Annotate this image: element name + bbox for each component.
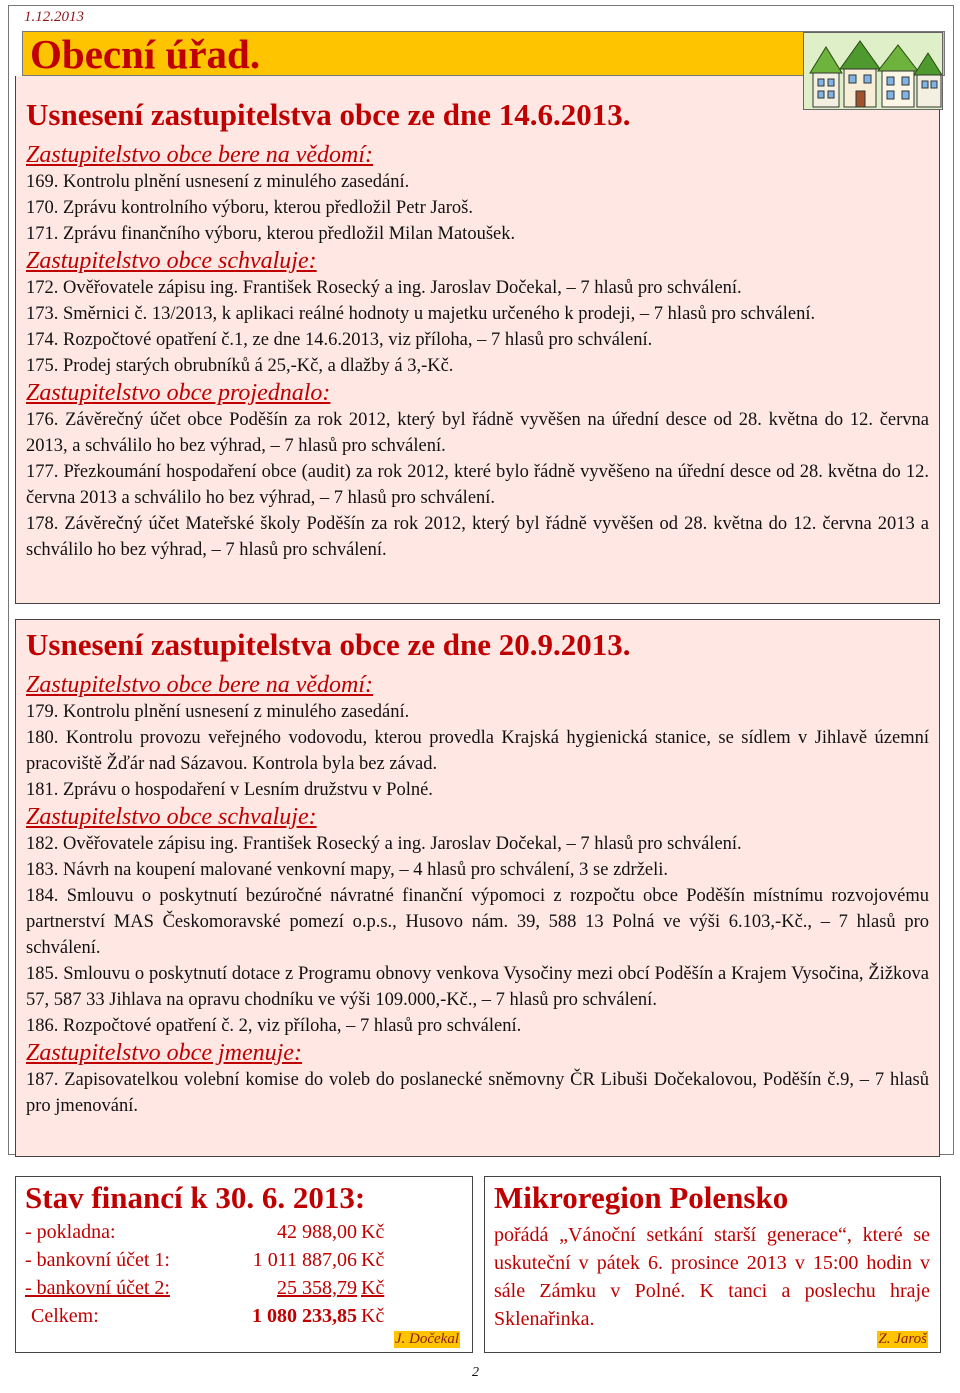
list-item: 182. Ověřovatele zápisu ing. František Rosecký a ing. Jaroslav Dočekal, – 7 hlasů pro schválení. bbox=[26, 834, 742, 854]
finance-row bbox=[25, 1249, 405, 1275]
list-item: 181. Zprávu o hospodaření v Lesním družstvu v Polné. bbox=[26, 780, 433, 800]
finance-label: - bankovní účet 1: bbox=[25, 1249, 170, 1271]
page-title: Obecní úřad. bbox=[30, 31, 261, 77]
finance-row bbox=[25, 1277, 405, 1303]
finance-signature: J. Dočekal bbox=[394, 1331, 459, 1347]
list-item: 178. Závěrečný účet Mateřské školy Poděšín za rok 2012, který byl řádně vyvěšen od 28. května do 12. června 2013 a schválilo ho bez výhrad, – 7 hlasů pro schválení. bbox=[26, 514, 929, 560]
finance-currency: Kč bbox=[361, 1249, 385, 1271]
finance-box bbox=[15, 1176, 473, 1353]
finance-amount: 1 011 887,06 bbox=[252, 1249, 357, 1271]
finance-amount: 42 988,00 bbox=[277, 1221, 357, 1243]
list-item: 185. Smlouvu o poskytnutí dotace z Programu obnovy venkova Vysočiny mezi obcí Poděšín a Krajem Vysočina, Žižkova 57, 587 33 Jihlava na opravu chodníku ve výši 109.000,-Kč., – 7 hlasů pro schválení. bbox=[26, 964, 929, 1010]
section-title: Usnesení zastupitelstva obce ze dne 20.9.2013. bbox=[26, 627, 631, 662]
finance-currency: Kč bbox=[361, 1305, 385, 1327]
section-title: Usnesení zastupitelstva obce ze dne 14.6.2013. bbox=[26, 97, 631, 132]
finance-currency: Kč bbox=[361, 1277, 385, 1299]
resolution-panel-june bbox=[15, 76, 940, 604]
page-number: 2 bbox=[472, 1365, 479, 1380]
list-item: 176. Závěrečný účet obce Poděšín za rok 2012, který byl řádně vyvěšen na úřední desce od 28. května do 12. června 2013, a schválilo ho bez výhrad, – 7 hlasů pro schválení. bbox=[26, 410, 929, 456]
mikroregion-title: Mikroregion Polensko bbox=[494, 1180, 789, 1215]
finance-label: - pokladna: bbox=[25, 1221, 116, 1243]
list-item: 177. Přezkoumání hospodaření obce (audit) za rok 2012, které bylo řádně vyvěšeno na úřední desce od 28. května do 12. června 2013 a schválilo ho bez výhrad, – 7 hlasů pro schválení. bbox=[26, 462, 929, 508]
list-item: 187. Zapisovatelkou volební komise do voleb do poslanecké sněmovny ČR Libuši Dočekalovou, Poděšín č.9, – 7 hlasů pro jmenování. bbox=[26, 1070, 929, 1116]
list-item: 169. Kontrolu plnění usnesení z minulého zasedání. bbox=[26, 172, 410, 192]
list-item: 172. Ověřovatele zápisu ing. František Rosecký a ing. Jaroslav Dočekal, – 7 hlasů pro schválení. bbox=[26, 278, 742, 298]
group-heading: Zastupitelstvo obce bere na vědomí: bbox=[26, 142, 374, 168]
finance-row bbox=[25, 1221, 405, 1247]
finance-total-amount: 1 080 233,85 bbox=[252, 1305, 357, 1327]
list-item: 175. Prodej starých obrubníků á 25,-Kč, a dlažby á 3,-Kč. bbox=[26, 356, 454, 376]
list-item: 180. Kontrolu provozu veřejného vodovodu, kterou provedla Krajská hygienická stanice, se sídlem v Jihlavě územní pracoviště Žďár nad Sázavou. Kontrola byla bez závad. bbox=[26, 728, 929, 774]
finance-title: Stav financí k 30. 6. 2013: bbox=[25, 1180, 366, 1215]
mikroregion-text: pořádá „Vánoční setkání starší generace“, které se uskuteční v pátek 6. prosince 2013 v 15:00 hodin v sále Zámku v Polné. K tanci a poslechu hraje Sklenařinka. bbox=[494, 1224, 930, 1330]
resolution-panel-september bbox=[15, 619, 940, 1157]
group-heading: Zastupitelstvo obce jmenuje: bbox=[26, 1040, 302, 1066]
finance-label: - bankovní účet 2: bbox=[25, 1277, 170, 1299]
group-heading: Zastupitelstvo obce schvaluje: bbox=[26, 248, 317, 274]
finance-currency: Kč bbox=[361, 1221, 385, 1243]
village-houses-icon bbox=[803, 32, 943, 110]
finance-amount: 25 358,79 bbox=[277, 1277, 357, 1299]
mikroregion-box bbox=[484, 1176, 941, 1353]
list-item: 184. Smlouvu o poskytnutí bezúročné návratné finanční výpomoci z rozpočtu obce Poděšín místnímu rozvojovému partnerství MAS Českomoravské pomezí o.p.s., Husovo nám. 39, 588 13 Polná ve výši 6.103,-Kč., – 7 hlasů pro schválení. bbox=[26, 886, 929, 958]
list-item: 186. Rozpočtové opatření č. 2, viz příloha, – 7 hlasů pro schválení. bbox=[26, 1016, 522, 1036]
group-heading: Zastupitelstvo obce schvaluje: bbox=[26, 804, 317, 830]
list-item: 183. Návrh na koupení malované venkovní mapy, – 4 hlasů pro schválení, 3 se zdrželi. bbox=[26, 860, 669, 880]
group-heading: Zastupitelstvo obce bere na vědomí: bbox=[26, 672, 374, 698]
list-item: 179. Kontrolu plnění usnesení z minulého zasedání. bbox=[26, 702, 410, 722]
list-item: 173. Směrnici č. 13/2013, k aplikaci reálné hodnoty u majetku určeného k prodeji, – 7 hlasů pro schválení. bbox=[26, 304, 816, 324]
list-item: 171. Zprávu finančního výboru, kterou předložil Milan Matoušek. bbox=[26, 224, 516, 244]
list-item: 170. Zprávu kontrolního výboru, kterou předložil Petr Jaroš. bbox=[26, 198, 473, 218]
group-heading: Zastupitelstvo obce projednalo: bbox=[26, 380, 331, 406]
mikroregion-signature: Z. Jaroš bbox=[878, 1331, 927, 1347]
finance-total-row bbox=[25, 1305, 405, 1331]
finance-total-label: Celkem: bbox=[31, 1305, 99, 1327]
list-item: 174. Rozpočtové opatření č.1, ze dne 14.6.2013, viz příloha, – 7 hlasů pro schválení. bbox=[26, 330, 653, 350]
issue-date: 1.12.2013 bbox=[24, 9, 84, 25]
